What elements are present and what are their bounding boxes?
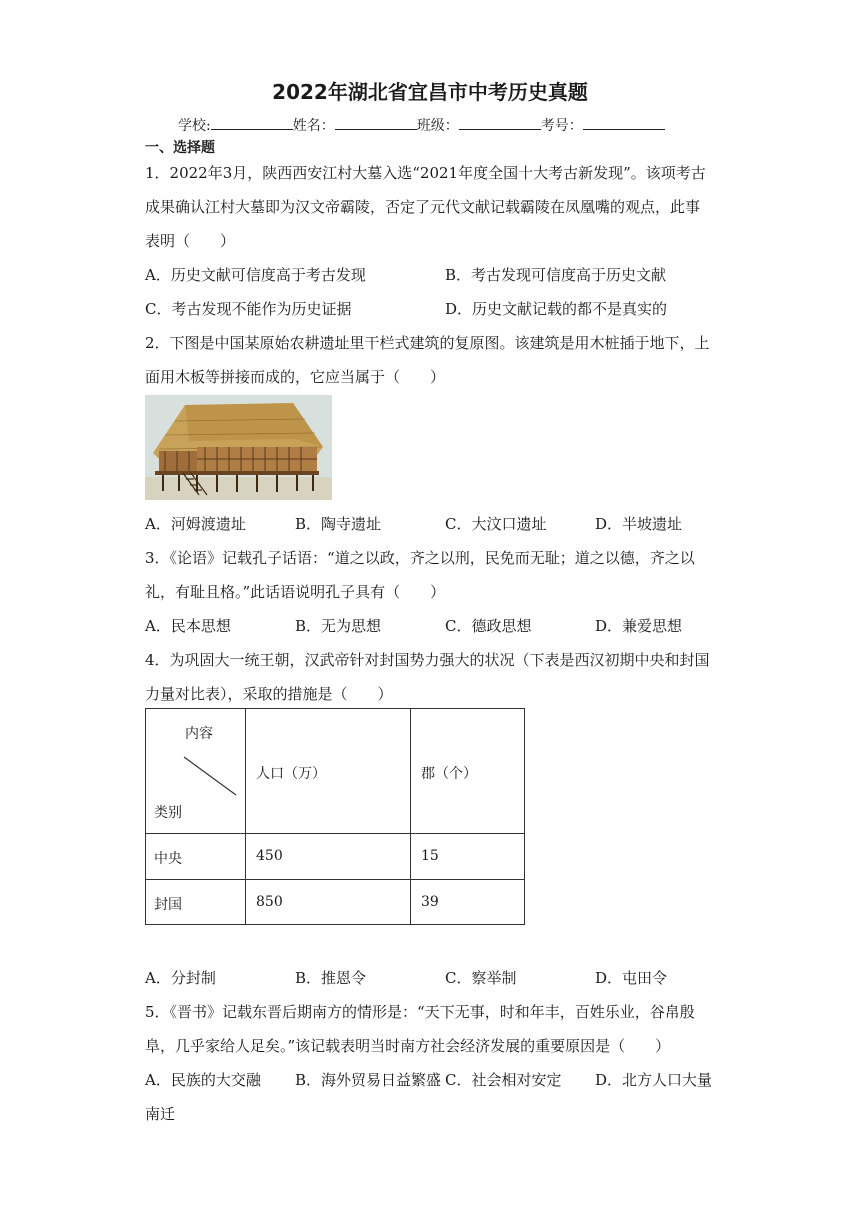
q5-option-d: D．北方人口大量 (595, 1071, 713, 1089)
table-row-label: 中央 (154, 851, 182, 867)
page-title: 2022年湖北省宜昌市中考历史真题 (272, 80, 588, 104)
comparison-table (145, 708, 525, 925)
q4-option-d: D．屯田令 (595, 969, 668, 987)
q4-line-1: 4．为巩固大一统王朝，汉武帝针对封国势力强大的状况（下表是西汉初期中央和封国 (145, 651, 710, 669)
q1-option-a: A．历史文献可信度高于考古发现 (145, 266, 366, 284)
q2-option-a: A．河姆渡遗址 (145, 515, 246, 533)
q5-option-c: C．社会相对安定 (445, 1071, 562, 1089)
table-corner-bottom: 类别 (154, 805, 182, 821)
q5-option-d-wrap: 南迁 (145, 1105, 176, 1123)
q1-line-2: 成果确认江村大墓即为汉文帝霸陵，否定了元代文献记载霸陵在凤凰嘴的观点，此事 (145, 198, 701, 216)
q4-line-2: 力量对比表），采取的措施是（ ） (145, 685, 393, 703)
table-row-label: 封国 (154, 897, 182, 913)
q2-option-b: B．陶寺遗址 (295, 515, 382, 533)
q2-line-1: 2．下图是中国某原始农耕遗址里干栏式建筑的复原图。该建筑是用木桩插于地下，上 (145, 334, 710, 352)
q1-option-d: D．历史文献记载的都不是真实的 (445, 300, 668, 318)
school-blank (211, 115, 293, 130)
q5-line-1: 5．《晋书》记载东晋后期南方的情形是：“天下无事，时和年丰，百姓乐业，谷帛殷 (145, 1003, 695, 1021)
q2-option-d: D．半坡遗址 (595, 515, 683, 533)
name-blank (335, 115, 417, 130)
table-divider (410, 709, 411, 924)
table-cell: 850 (256, 894, 283, 910)
table-header-commanderies: 郡（个） (421, 766, 477, 782)
table-cell: 450 (256, 848, 283, 864)
name-label: 姓名： (292, 118, 335, 134)
q5-option-a: A．民族的大交融 (145, 1071, 261, 1089)
q3-option-d: D．兼爱思想 (595, 617, 683, 635)
class-blank (459, 115, 541, 130)
q4-option-c: C．察举制 (445, 969, 517, 987)
q2-line-2: 面用木板等拼接而成的，它应当属于（ ） (145, 368, 446, 386)
stilt-house-illustration (145, 395, 332, 500)
q5-option-b: B．海外贸易日益繁盛 (295, 1071, 442, 1089)
q3-line-2: 礼，有耻且格。”此话语说明孔子具有（ ） (145, 583, 446, 601)
q1-option-c: C．考古发现不能作为历史证据 (145, 300, 352, 318)
school-label: 学校: (178, 118, 211, 134)
table-corner-top: 内容 (185, 726, 213, 742)
q4-option-a: A．分封制 (145, 969, 216, 987)
table-header-population: 人口（万） (256, 766, 326, 782)
q3-option-a: A．民本思想 (145, 617, 231, 635)
q3-option-b: B．无为思想 (295, 617, 382, 635)
exam-info-line (178, 115, 665, 135)
q1-option-b: B．考古发现可信度高于历史文献 (445, 266, 667, 284)
q1-line-1: 1．2022年3月，陕西西安江村大墓入选“2021年度全国十大考古新发现”。该项考古 (145, 164, 706, 182)
table-cell: 15 (421, 848, 439, 864)
section-heading: 一、选择题 (145, 140, 215, 156)
exam-no-label: 考号： (540, 118, 583, 134)
exam-no-blank (583, 115, 665, 130)
q3-option-c: C．德政思想 (445, 617, 532, 635)
q3-line-1: 3．《论语》记载孔子话语：“道之以政，齐之以刑，民免而无耻；道之以德，齐之以 (145, 549, 695, 567)
table-divider (146, 879, 524, 880)
table-cell: 39 (421, 894, 439, 910)
q1-line-3: 表明（ ） (145, 232, 236, 250)
q2-option-c: C．大汶口遗址 (445, 515, 547, 533)
q4-option-b: B．推恩令 (295, 969, 367, 987)
class-label: 班级： (416, 118, 459, 134)
q5-line-2: 阜，几乎家给人足矣。”该记载表明当时南方社会经济发展的重要原因是（ ） (145, 1037, 671, 1055)
